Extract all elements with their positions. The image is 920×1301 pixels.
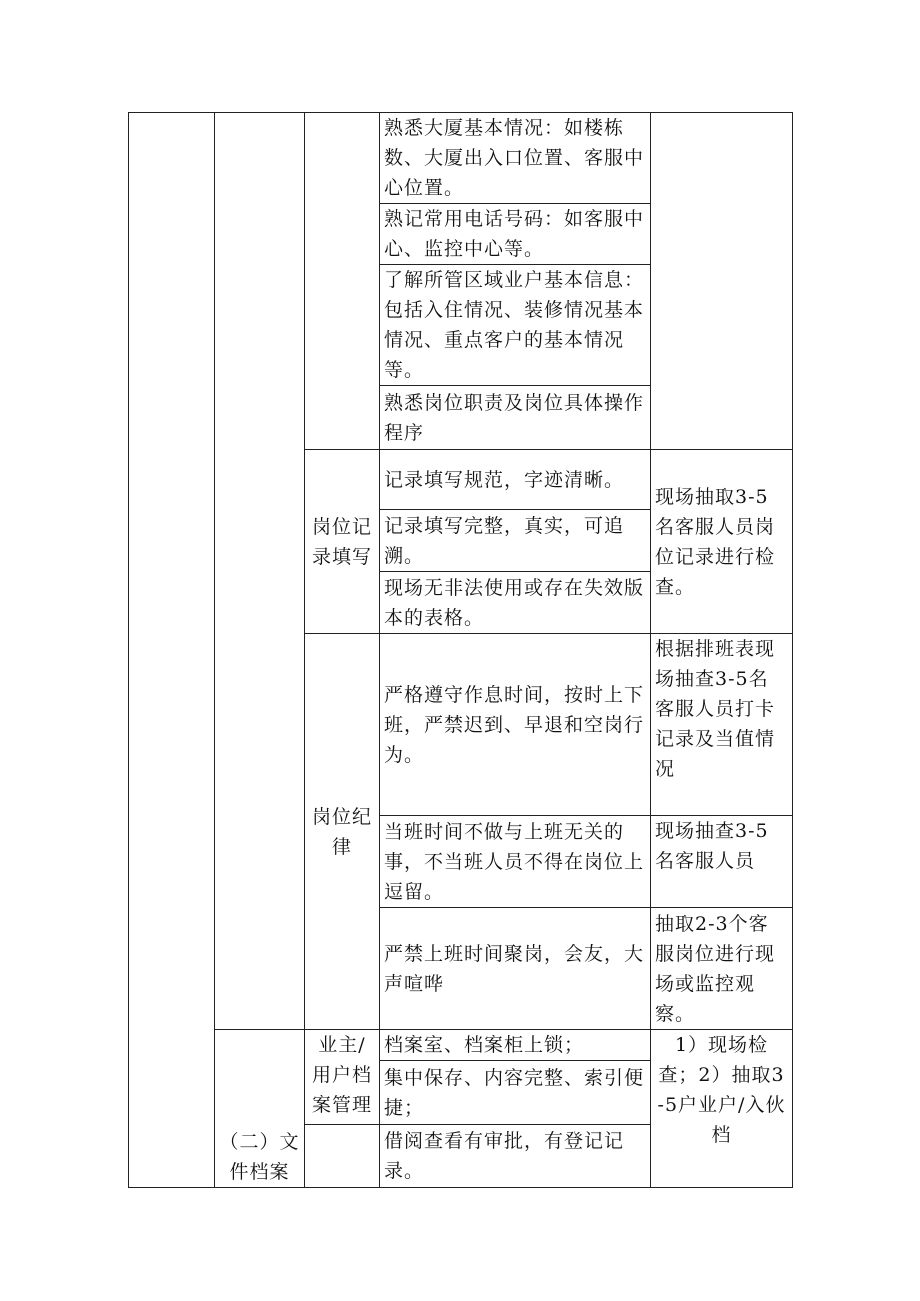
standard-cell: 档案室、档案柜上锁；	[380, 1030, 651, 1061]
category-cell-empty	[129, 113, 215, 1188]
standard-cell: 严格遵守作息时间，按时上下班，严禁迟到、早退和空岗行为。	[380, 634, 651, 816]
standard-cell: 记录填写完整，真实，可追溯。	[380, 510, 651, 572]
standard-cell: 集中保存、内容完整、索引便捷；	[380, 1061, 651, 1125]
standard-cell: 现场无非法使用或存在失效版本的表格。	[380, 572, 651, 634]
standard-cell: 严禁上班时间聚岗，会友，大声喧哗	[380, 908, 651, 1030]
standard-cell: 了解所管区域业户基本信息：包括入住情况、装修情况基本情况、重点客户的基本情况等。	[380, 265, 651, 386]
subcategory-cell-continued	[305, 113, 380, 450]
standard-cell: 当班时间不做与上班无关的事，不当班人员不得在岗位上逗留。	[380, 816, 651, 908]
method-archive-check: 1）现场检查；2）抽取3-5户业户/入伙档	[651, 1030, 793, 1188]
method-cell-empty	[651, 113, 793, 450]
standard-cell: 记录填写规范，字迹清晰。	[380, 450, 651, 510]
subcategory-archive-management: 业主/用户档案管理	[305, 1030, 380, 1125]
standard-cell: 熟记常用电话号码：如客服中心、监控中心等。	[380, 204, 651, 265]
method-attendance-check: 根据排班表现场抽查3-5名客服人员打卡记录及当值情况	[651, 634, 793, 816]
subcategory-cell-empty	[305, 1125, 380, 1188]
inspection-table	[128, 112, 793, 1188]
method-post-observation: 抽取2-3个客服岗位进行现场或监控观察。	[651, 908, 793, 1030]
subcategory-discipline: 岗位纪律	[305, 634, 380, 1030]
subcategory-record-filling: 岗位记录填写	[305, 450, 380, 634]
category-cell-1-continued	[215, 113, 305, 1030]
standard-cell: 借阅查看有审批，有登记记录。	[380, 1125, 651, 1188]
method-staff-check: 现场抽查3-5名客服人员	[651, 816, 793, 908]
standard-cell: 熟悉岗位职责及岗位具体操作程序	[380, 386, 651, 450]
category-file-archive: （二）文件档案	[215, 1030, 305, 1188]
standard-cell: 熟悉大厦基本情况：如楼栋数、大厦出入口位置、客服中心位置。	[380, 113, 651, 204]
method-record-check: 现场抽取3-5名客服人员岗位记录进行检查。	[651, 450, 793, 634]
